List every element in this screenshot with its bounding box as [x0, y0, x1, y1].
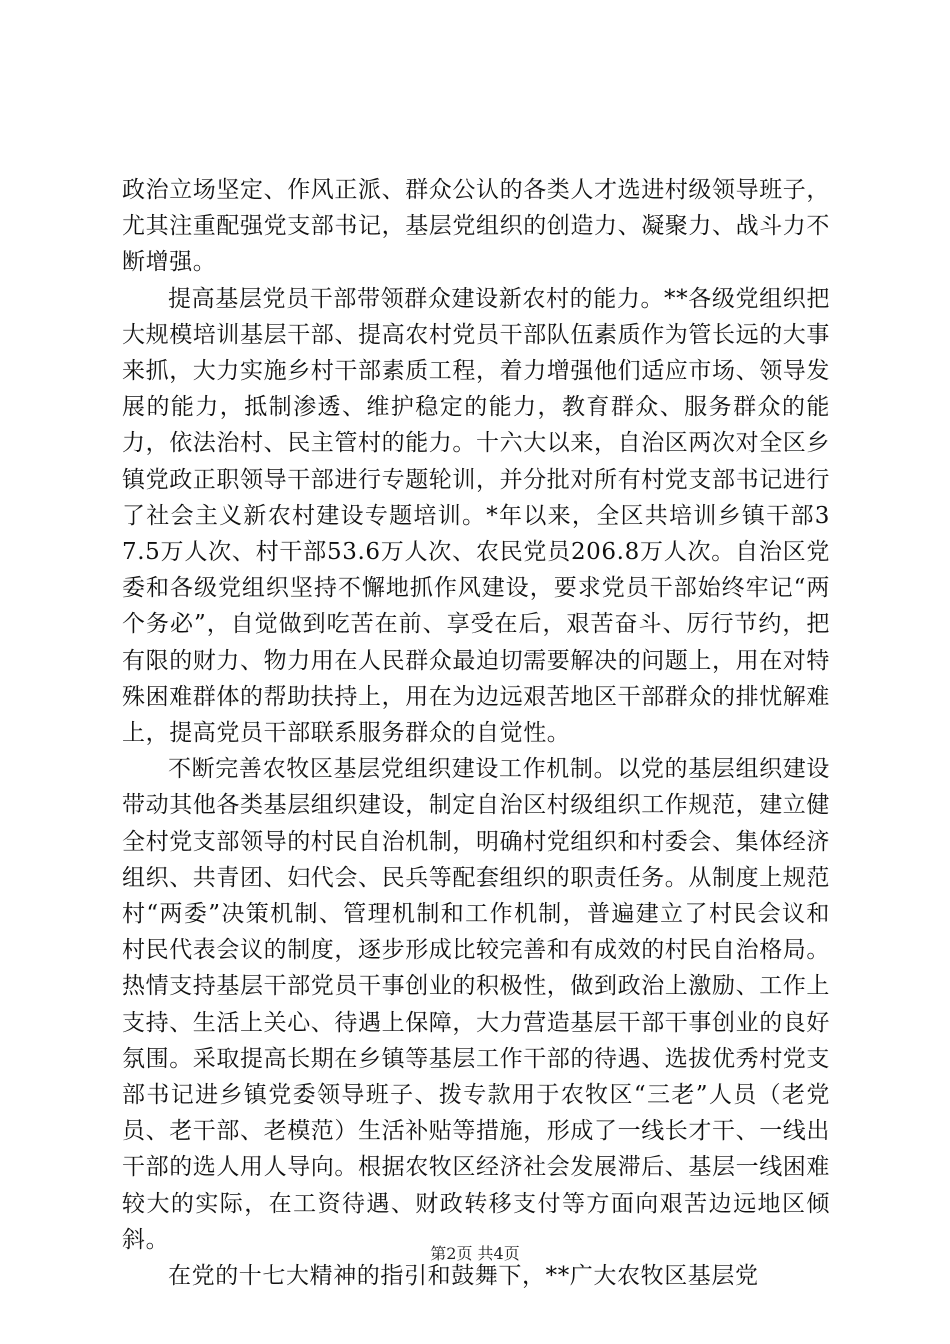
page-number-footer: 第2页 共4页 — [430, 1244, 520, 1263]
paragraph-1: 政治立场坚定、作风正派、群众公认的各类人才选进村级领导班子，尤其注重配强党支部书记，基层党组织的创造力、凝聚力、战斗力不断增强。 — [122, 177, 830, 276]
paragraph-2: 提高基层党员干部带领群众建设新农村的能力。**各级党组织把大规模培训基层干部、提高农村党员干部队伍素质作为管长远的大事来抓，大力实施乡村干部素质工程，着力增强他们适应市场、领导发展的能力，抵制渗透、维护稳定的能力，教育群众、服务群众的能力，依法治村、民主管村的能力。十六大以来，自治区两次对全区乡镇党政正职领导干部进行专题轮训，并分批对所有村党支部书记进行了社会主义新农村建设专题培训。*年以来，全区共培训乡镇干部37.5万人次、村干部53.6万人次、农民党员206.8万人次。自治区党委和各级党组织坚持不懈地抓作风建设，要求党员干部始终牢记“两个务必”，自觉做到吃苦在前、享受在后，艰苦奋斗、厉行节约，把有限的财力、物力用在人民群众最迫切需要解决的问题上，用在对特殊困难群体的帮助扶持上，用在为边远艰苦地区干部群众的排忧解难上，提高党员干部联系服务群众的自觉性。 — [122, 285, 830, 747]
paragraph-4: 在党的十七大精神的指引和鼓舞下，**广大农牧区基层党 — [168, 1263, 759, 1290]
paragraph-3: 不断完善农牧区基层党组织建设工作机制。以党的基层组织建设带动其他各类基层组织建设，制定自治区村级组织工作规范，建立健全村党支部领导的村民自治机制，明确村党组织和村委会、集体经济组织、共青团、妇代会、民兵等配套组织的职责任务。从制度上规范村“两委”决策机制、管理机制和工作机制，普遍建立了村民会议和村民代表会议的制度，逐步形成比较完善和有成效的村民自治格局。热情支持基层干部党员干事创业的积极性，做到政治上激励、工作上支持、生活上关心、待遇上保障，大力营造基层干部干事创业的良好氛围。采取提高长期在乡镇等基层工作干部的待遇、选拔优秀村党支部书记进乡镇党委领导班子、拨专款用于农牧区“三老”人员（老党员、老干部、老模范）生活补贴等措施，形成了一线长才干、一线出干部的选人用人导向。根据农牧区经济社会发展滞后、基层一线困难较大的实际，在工资待遇、财政转移支付等方面向艰苦边远地区倾斜。 — [122, 756, 830, 1253]
document-body — [122, 172, 830, 1294]
